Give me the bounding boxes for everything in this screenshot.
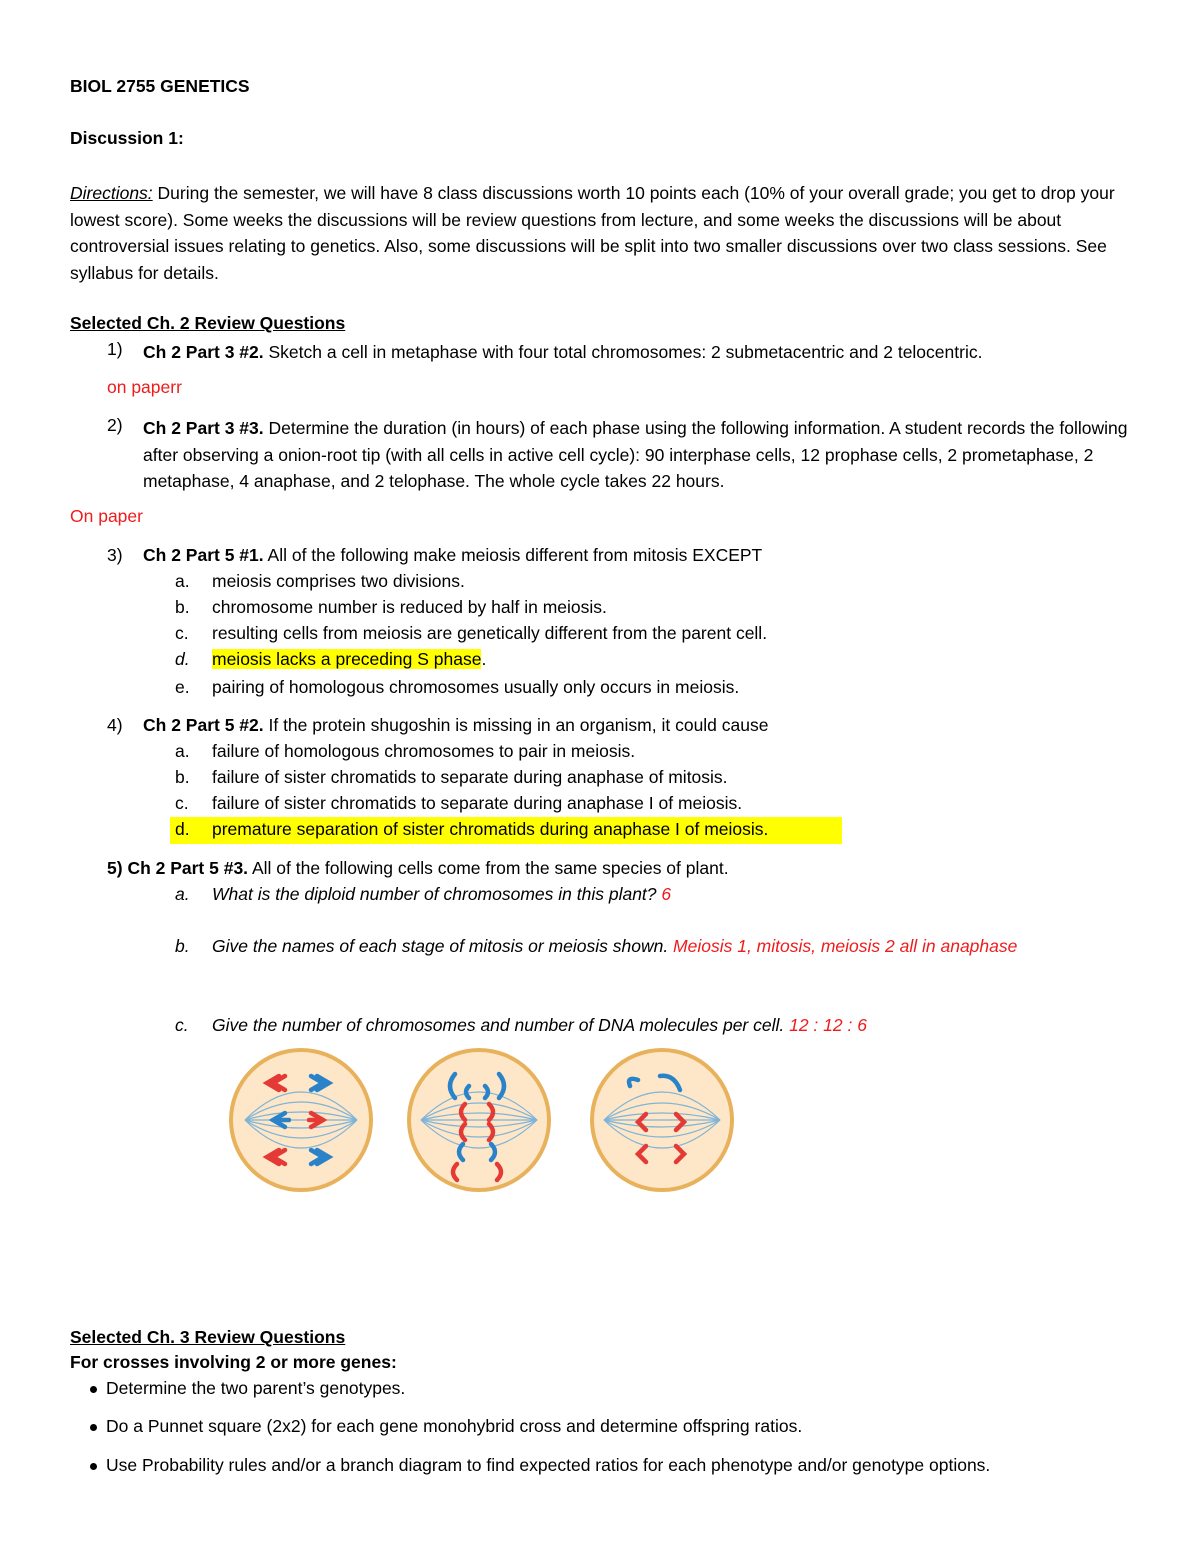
- q2-answer: On paper: [70, 506, 143, 526]
- q3-option-letter: c.: [175, 623, 189, 643]
- cell-diagram-meiosis-1: [227, 1046, 375, 1194]
- q5-part-letter: b.: [175, 936, 190, 956]
- q4-option-letter: b.: [175, 767, 190, 787]
- q5-part-c: [212, 1015, 867, 1036]
- q3-number: 3): [107, 545, 123, 565]
- q3-option-letter: e.: [175, 677, 190, 697]
- q2-text: [143, 415, 1133, 495]
- q5-part-answer: 12 : 12 : 6: [789, 1015, 867, 1035]
- q3-answer-highlight: meiosis lacks a preceding S phase: [212, 649, 482, 669]
- q1-body: Sketch a cell in metaphase with four total chromosomes: 2 submetacentric and 2 telocentric.: [263, 342, 983, 362]
- q4-text: [143, 715, 768, 736]
- cell-diagram-mitosis: [405, 1046, 553, 1194]
- q3-option-letter: d.: [175, 649, 190, 669]
- q3-ref: Ch 2 Part 5 #1.: [143, 545, 264, 565]
- q5-part-b: [212, 936, 1017, 957]
- q1-answer: on paperr: [107, 377, 182, 397]
- directions-text: During the semester, we will have 8 class discussions worth 10 points each (10% of your overall grade; you get to drop your lowest score). Some weeks the discussions will be review questions from lecture, and some weeks the discussions will be about controversial issues relating to genetics. Also, some discussions will be split into two smaller discussions over two class sessions. See syllabus for details.: [70, 183, 1115, 283]
- bullet-icon: [90, 1463, 97, 1470]
- q5-part-letter: c.: [175, 1015, 189, 1035]
- q4-option: failure of sister chromatids to separate during anaphase of mitosis.: [212, 767, 728, 787]
- ch3-bullet: Use Probability rules and/or a branch diagram to find expected ratios for each phenotype and/or genotype options.: [106, 1455, 991, 1475]
- directions-label: Directions:: [70, 183, 153, 203]
- q3-option-letter: a.: [175, 571, 190, 591]
- q1-text: [143, 339, 1143, 366]
- q5-part-answer: Meiosis 1, mitosis, meiosis 2 all in anaphase: [673, 936, 1018, 956]
- bullet-icon: [90, 1424, 97, 1431]
- q5-part-text: What is the diploid number of chromosomes in this plant?: [212, 884, 662, 904]
- q3-option: resulting cells from meiosis are genetically different from the parent cell.: [212, 623, 768, 643]
- q1-number: 1): [107, 339, 123, 359]
- bullet-icon: [90, 1386, 97, 1393]
- ch3-subheading: For crosses involving 2 or more genes:: [70, 1352, 397, 1372]
- q2-body: Determine the duration (in hours) of each phase using the following information. A student records the following after observing a onion-root tip (with all cells in active cell cycle): 90 interphase cells, 12 prophase cells, 2 prometaphase, 2 metaphase, 4 anaphase, and 2 telophase. The whole cycle takes 22 hours.: [143, 418, 1128, 491]
- q5-number: 5): [107, 858, 128, 878]
- q4-option-letter: c.: [175, 793, 189, 813]
- ch3-heading: Selected Ch. 3 Review Questions: [70, 1327, 346, 1347]
- ch2-heading: Selected Ch. 2 Review Questions: [70, 313, 346, 333]
- q3-option: pairing of homologous chromosomes usually only occurs in meiosis.: [212, 677, 740, 697]
- q4-option-letter: d.: [175, 819, 190, 839]
- q3-option-highlighted: [212, 649, 486, 670]
- cell-diagram-meiosis-2: [588, 1046, 736, 1194]
- q5-ref: Ch 2 Part 5 #3.: [127, 858, 249, 878]
- q2-ref: Ch 2 Part 3 #3.: [143, 418, 264, 438]
- course-title: BIOL 2755 GENETICS: [70, 76, 250, 96]
- q4-ref: Ch 2 Part 5 #2.: [143, 715, 264, 735]
- directions-paragraph: [70, 180, 1132, 286]
- q3-option: meiosis comprises two divisions.: [212, 571, 465, 591]
- q5-body: All of the following cells come from the same species of plant.: [248, 858, 729, 878]
- q2-number: 2): [107, 415, 123, 435]
- q5-part-text: Give the number of chromosomes and number of DNA molecules per cell.: [212, 1015, 790, 1035]
- q5-part-letter: a.: [175, 884, 190, 904]
- q5-part-text: Give the names of each stage of mitosis or meiosis shown.: [212, 936, 674, 956]
- q1-ref: Ch 2 Part 3 #2.: [143, 342, 264, 362]
- q3-option: chromosome number is reduced by half in meiosis.: [212, 597, 607, 617]
- q4-option: failure of sister chromatids to separate during anaphase I of meiosis.: [212, 793, 743, 813]
- q5-part-a: [212, 884, 671, 905]
- discussion-title: Discussion 1:: [70, 128, 184, 148]
- q4-option-highlighted: premature separation of sister chromatids during anaphase I of meiosis.: [212, 819, 769, 839]
- q4-body: If the protein shugoshin is missing in an organism, it could cause: [263, 715, 769, 735]
- q3-option-letter: b.: [175, 597, 190, 617]
- q4-option-letter: a.: [175, 741, 190, 761]
- q4-option: failure of homologous chromosomes to pair in meiosis.: [212, 741, 636, 761]
- q4-number: 4): [107, 715, 123, 735]
- q3-text: [143, 545, 762, 566]
- q5-text: [107, 858, 729, 879]
- ch3-bullet: Determine the two parent’s genotypes.: [106, 1378, 406, 1398]
- q3-body: All of the following make meiosis different from mitosis EXCEPT: [263, 545, 763, 565]
- ch3-bullet: Do a Punnet square (2x2) for each gene monohybrid cross and determine offspring ratios.: [106, 1416, 803, 1436]
- q3-option-tail: .: [481, 649, 487, 669]
- q5-part-answer: 6: [661, 884, 672, 904]
